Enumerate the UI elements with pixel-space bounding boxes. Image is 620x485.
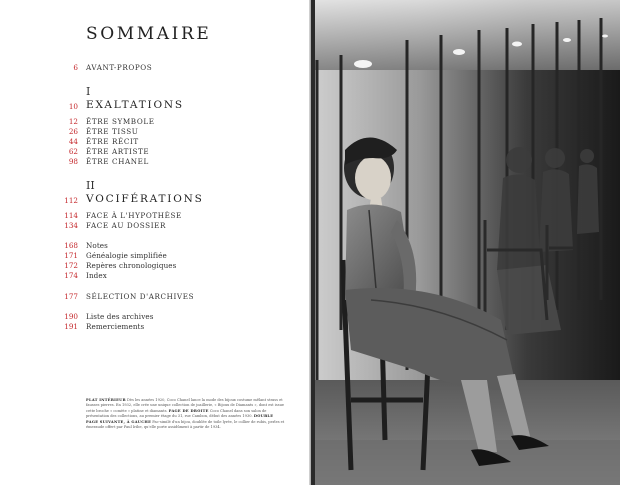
toc-page-number: 62 [68,147,78,156]
toc-page-number: 171 [64,251,78,260]
toc-page-number: 114 [64,211,78,220]
section-heading-exaltations: EXALTATIONS [86,99,184,111]
toc-entry-label: Index [86,271,107,280]
part-two-numeral: II [86,179,95,192]
toc-entry-label: ÊTRE ARTISTE [86,147,150,156]
avant-propos-label: AVANT-PROPOS [86,63,153,72]
toc-entry-label: ÊTRE SYMBOLE [86,117,155,126]
avant-propos-page-number: 6 [73,63,78,72]
toc-page-number: 172 [64,261,78,270]
selection-page-number: 177 [64,292,78,301]
toc-entry-label: Notes [86,241,108,250]
vociferations-page-number: 112 [64,196,78,205]
toc-page-number: 12 [68,117,78,126]
caption-heading: PAGE DE DROITE [168,408,209,413]
archival-photo [311,0,620,485]
caption-heading: PLAT INTÉRIEUR [86,398,126,402]
caption-text: Fac-similé d'un bijou, doublée de toile lyrée, le collier de rubis, perles et émeraude offert par Paul Iribe, qu'elle porte assidûment à partir de 1934. [86,419,285,430]
toc-entry-label: Remerciements [86,322,145,331]
section-heading-vociferations: VOCIFÉRATIONS [86,193,204,205]
caption-text: Coco Chanel dans son salon de présentation des collections, au premier étage du 31, rue Cambon, début des années 1930. [86,408,267,419]
photo-page [311,0,620,485]
toc-entry-label: FACE À L'HYPOTHÈSE [86,211,182,220]
toc-entry-label: ÊTRE CHANEL [86,157,149,166]
toc-page-number: 44 [68,137,78,146]
toc-page-number: 134 [64,221,78,230]
toc-page-number: 98 [68,157,78,166]
caption-heading: DOUBLE PAGE SUIVANTE, À GAUCHE [86,414,274,424]
toc-page-number: 26 [68,127,78,136]
part-one-numeral: I [86,85,91,98]
photo-captions [86,398,286,430]
exaltations-page-number: 10 [68,102,78,111]
toc-entry-label: Généalogie simplifiée [86,251,167,260]
toc-entry-label: Repères chronologiques [86,261,177,270]
toc-entry-label: FACE AU DOSSIER [86,221,166,230]
selection-label: SÉLECTION D'ARCHIVES [86,292,195,301]
toc-page-number: 174 [64,271,78,280]
toc-page-number: 168 [64,241,78,250]
toc-entry-label: ÊTRE RÉCIT [86,137,139,146]
toc-entry-label: ÊTRE TISSU [86,127,139,136]
page-title: SOMMAIRE [86,24,212,44]
toc-entry-label: Liste des archives [86,312,154,321]
toc-page-number: 191 [64,322,78,331]
caption-text: Dès les années 1920, Coco Chanel lance la mode des bijoux costume mêlant strass et fausses pierres. En 1932, elle crée une unique collection de joaillerie, « Bijoux de Diamants », dont est issue cette broche « comète » platine et diamants. [86,398,285,413]
toc-page-number: 190 [64,312,78,321]
